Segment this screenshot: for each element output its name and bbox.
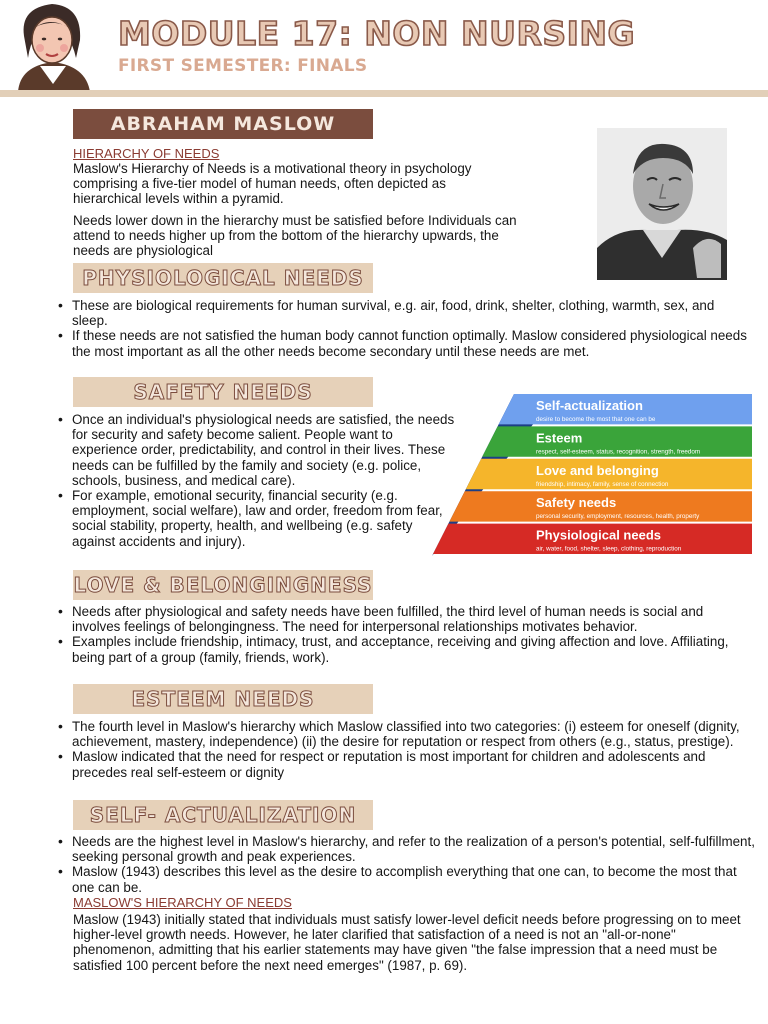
intro-paragraph-1: Maslow's Hierarchy of Needs is a motivational theory in psychology comprising a five-tier model of human needs, often depicted as hierarchical levels within a pyramid. xyxy=(73,161,472,207)
section-banner-physiological-needs: PHYSIOLOGICAL NEEDS xyxy=(73,263,373,293)
subheading-hierarchy-of-needs: HIERARCHY OF NEEDS xyxy=(73,146,220,161)
list-item: • Needs after physiological and safety needs have been fulfilled, the third level of human needs is social and involves feelings of belongingness. The need for interpersonal relationships motivates behavior. xyxy=(72,604,752,634)
maslow-portrait-photo xyxy=(597,128,727,280)
page-header xyxy=(0,0,768,98)
list-item: • Examples include friendship, intimacy, trust, and acceptance, receiving and giving affection and love. Affiliating, being part of a group (family, friends, work). xyxy=(72,634,752,664)
pyramid-level-title: Love and belonging xyxy=(536,462,659,478)
pyramid-level-description: air, water, food, shelter, sleep, clothing, reproduction xyxy=(536,545,682,553)
list-item: • The fourth level in Maslow's hierarchy which Maslow classified into two categories: (i) esteem for oneself (dignity, achievement, mastery, independence) (ii) the desire for reputation or respect from others (e.g., status, prestige). xyxy=(72,719,762,749)
list-item: • These are biological requirements for human survival, e.g. air, food, drink, shelter, clothing, warmth, sex, and sleep. xyxy=(72,298,752,328)
closing-paragraph: Maslow (1943) initially stated that individuals must satisfy lower-level deficit needs before progressing on to meet higher-level growth needs. However, he later clarified that satisfaction of a need is not an "all-or-none" phenomenon, admitting that his earlier statements may have given "the false impression that a need must be satisfied 100 percent before the next need emerges" (1987, p. 69). xyxy=(73,912,741,973)
love-bullet-list xyxy=(56,604,752,665)
header-divider xyxy=(0,90,768,97)
list-item: • Once an individual's physiological needs are satisfied, the needs for security and safety become salient. People want to experience order, predictability, and control in their lives. These needs can be fulfilled by the family and society (e.g. police, schools, business, and medical care). xyxy=(72,412,457,488)
list-item: • Maslow indicated that the need for respect or reputation is most important for children and adolescents and precedes real self-esteem or dignity xyxy=(72,749,762,779)
pyramid-level-description: personal security, employment, resources, health, property xyxy=(536,513,700,521)
section-banner-safety-needs: SAFETY NEEDS xyxy=(73,377,373,407)
safety-bullet-list xyxy=(56,412,457,549)
subheading-maslows-hierarchy-of-needs: MASLOW'S HIERARCHY OF NEEDS xyxy=(73,895,292,910)
pyramid-level-description: friendship, intimacy, family, sense of connection xyxy=(536,480,669,488)
pyramid-level-title: Safety needs xyxy=(536,495,617,511)
intro-paragraph-2: Needs lower down in the hierarchy must be satisfied before Individuals can attend to needs higher up from the bottom of the hierarchy upwards, the needs are physiological xyxy=(73,213,517,259)
pyramid-level-title: Esteem xyxy=(536,430,583,446)
page-title: MODULE 17: NON NURSING xyxy=(118,14,636,53)
esteem-bullet-list xyxy=(56,719,762,780)
nurse-avatar-illustration xyxy=(10,0,96,92)
self-actualization-bullet-list xyxy=(56,834,762,895)
pyramid-level-title: Physiological needs xyxy=(536,527,661,543)
list-item: • If these needs are not satisfied the human body cannot function optimally. Maslow considered physiological needs the most important as all the other needs become secondary until these needs are met. xyxy=(72,328,752,358)
section-banner-self-actualization: SELF- ACTUALIZATION xyxy=(73,800,373,830)
pyramid-level-description: desire to become the most that one can be xyxy=(536,416,656,423)
section-banner-love-belongingness: LOVE & BELONGINGNESS xyxy=(73,570,373,600)
pyramid-level-description: respect, self-esteem, status, recognition, strength, freedom xyxy=(536,448,701,456)
section-banner-abraham-maslow: ABRAHAM MASLOW xyxy=(73,109,373,139)
list-item: • Maslow (1943) describes this level as the desire to accomplish everything that one can, to become the most that one can be. xyxy=(72,864,762,894)
pyramid-level-title: Self-actualization xyxy=(536,398,643,413)
maslow-hierarchy-pyramid-diagram xyxy=(432,390,754,558)
list-item: • For example, emotional security, financial security (e.g. employment, social welfare), law and order, freedom from fear, social stability, property, health, and wellbeing (e.g. safety against accidents and injury). xyxy=(72,488,457,549)
list-item: • Needs are the highest level in Maslow's hierarchy, and refer to the realization of a person's potential, self-fulfillment, seeking personal growth and peak experiences. xyxy=(72,834,762,864)
physiological-bullet-list xyxy=(56,298,752,359)
page-subtitle: FIRST SEMESTER: FINALS xyxy=(118,56,368,76)
section-banner-esteem-needs: ESTEEM NEEDS xyxy=(73,684,373,714)
